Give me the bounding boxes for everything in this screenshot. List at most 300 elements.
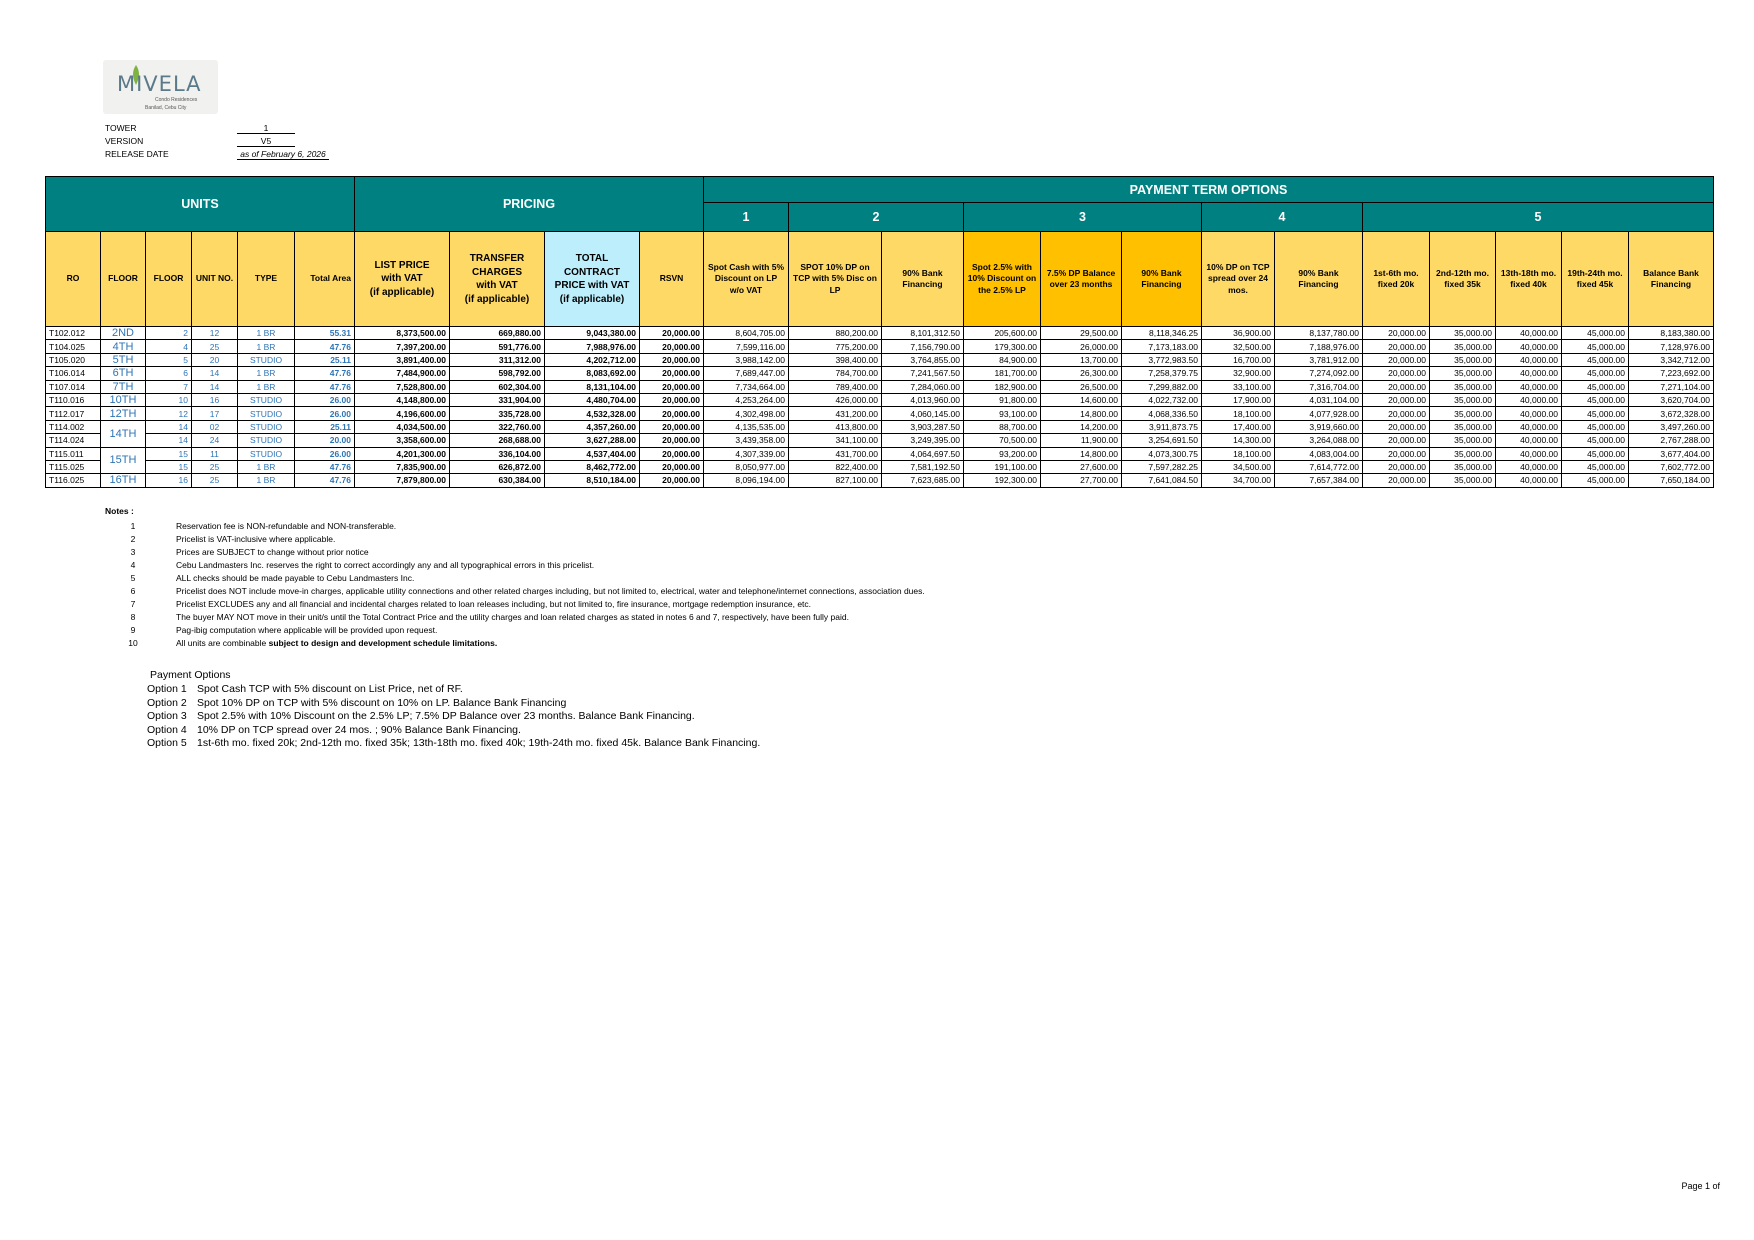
cell-o3a: 205,600.00	[964, 327, 1041, 340]
cell-o3b: 26,000.00	[1041, 340, 1122, 353]
cell-area: 47.76	[295, 474, 355, 487]
cell-o1: 4,135,535.00	[704, 420, 789, 433]
cell-o5d: 45,000.00	[1562, 460, 1629, 473]
cell-o5e: 3,620,704.00	[1629, 393, 1714, 406]
col-transfer-line: with VAT	[476, 280, 518, 291]
cell-rsvn: 20,000.00	[640, 474, 704, 487]
cell-o5a: 20,000.00	[1363, 380, 1430, 393]
cell-o5a: 20,000.00	[1363, 434, 1430, 447]
cell-o2a: 880,200.00	[789, 327, 882, 340]
note-text-body: All units are combinable	[176, 638, 269, 649]
col-ro: RO	[46, 232, 101, 327]
cell-o5a: 20,000.00	[1363, 474, 1430, 487]
cell-o5b: 35,000.00	[1430, 380, 1496, 393]
cell-floor-label: 7TH	[101, 380, 146, 393]
cell-area: 47.76	[295, 340, 355, 353]
cell-o5c: 40,000.00	[1496, 420, 1562, 433]
cell-o4b: 3,781,912.00	[1275, 353, 1363, 366]
cell-o1: 4,253,264.00	[704, 393, 789, 406]
note-text	[176, 586, 925, 596]
cell-unit: 14	[192, 380, 238, 393]
cell-o3c: 3,254,691.50	[1122, 434, 1202, 447]
cell-o2a: 426,000.00	[789, 393, 882, 406]
cell-unit: 20	[192, 353, 238, 366]
cell-o4b: 7,614,772.00	[1275, 460, 1363, 473]
cell-tcp: 9,043,380.00	[545, 327, 640, 340]
cell-o5e: 8,183,380.00	[1629, 327, 1714, 340]
cell-area: 47.76	[295, 460, 355, 473]
page-number: Page 1 of	[1681, 1181, 1720, 1191]
cell-type: 1 BR	[238, 460, 295, 473]
cell-o2b: 7,623,685.00	[882, 474, 964, 487]
cell-o5d: 45,000.00	[1562, 474, 1629, 487]
cell-transfer: 626,872.00	[450, 460, 545, 473]
col-opt5-13th-18th: 13th-18th mo. fixed 40k	[1496, 232, 1562, 327]
cell-rsvn: 20,000.00	[640, 447, 704, 460]
cell-o3a: 181,700.00	[964, 367, 1041, 380]
cell-o1: 8,604,705.00	[704, 327, 789, 340]
col-opt3-spot: Spot 2.5% with 10% Discount on the 2.5% LP	[964, 232, 1041, 327]
cell-o5a: 20,000.00	[1363, 420, 1430, 433]
cell-area: 47.76	[295, 380, 355, 393]
col-list-price-line: LIST PRICE	[374, 259, 430, 271]
cell-o2b: 4,064,697.50	[882, 447, 964, 460]
cell-o3a: 179,300.00	[964, 340, 1041, 353]
note-text	[176, 521, 396, 531]
cell-transfer: 591,776.00	[450, 340, 545, 353]
note-number: 4	[130, 560, 136, 571]
cell-o3b: 14,200.00	[1041, 420, 1122, 433]
cell-unit: 12	[192, 327, 238, 340]
cell-o5a: 20,000.00	[1363, 327, 1430, 340]
cell-type: STUDIO	[238, 353, 295, 366]
col-total-contract-price	[545, 232, 640, 327]
cell-o2b: 3,249,395.00	[882, 434, 964, 447]
cell-area: 26.00	[295, 393, 355, 406]
col-list-price	[355, 232, 450, 327]
meta-tower	[105, 123, 269, 133]
cell-o5d: 45,000.00	[1562, 420, 1629, 433]
cell-o3a: 70,500.00	[964, 434, 1041, 447]
cell-type: STUDIO	[238, 434, 295, 447]
meta-value: 1	[237, 123, 295, 134]
cell-o4a: 17,400.00	[1202, 420, 1275, 433]
cell-floor-label: 5TH	[101, 353, 146, 366]
cell-floor-label: 15TH	[101, 447, 146, 474]
cell-floor-label: 6TH	[101, 367, 146, 380]
cell-transfer: 335,728.00	[450, 407, 545, 420]
cell-type: STUDIO	[238, 447, 295, 460]
cell-o2a: 398,400.00	[789, 353, 882, 366]
cell-o5e: 2,767,288.00	[1629, 434, 1714, 447]
cell-o5e: 7,271,104.00	[1629, 380, 1714, 393]
cell-unit: 14	[192, 367, 238, 380]
cell-transfer: 322,760.00	[450, 420, 545, 433]
cell-list: 7,397,200.00	[355, 340, 450, 353]
cell-o5e: 7,650,184.00	[1629, 474, 1714, 487]
cell-o3b: 27,600.00	[1041, 460, 1122, 473]
cell-type: 1 BR	[238, 380, 295, 393]
cell-tcp: 8,083,692.00	[545, 367, 640, 380]
cell-unit: 02	[192, 420, 238, 433]
note-text	[176, 573, 414, 583]
cell-o3a: 93,200.00	[964, 447, 1041, 460]
cell-o4a: 32,900.00	[1202, 367, 1275, 380]
note-text-body: Cebu Landmasters Inc. reserves the right to correct accordingly any and all typographical errors in this pricelist.	[176, 560, 595, 571]
cell-o4b: 3,919,660.00	[1275, 420, 1363, 433]
cell-o4a: 14,300.00	[1202, 434, 1275, 447]
cell-o3a: 88,700.00	[964, 420, 1041, 433]
cell-ro: T106.014	[46, 367, 101, 380]
cell-o2b: 7,581,192.50	[882, 460, 964, 473]
cell-o3c: 7,258,379.75	[1122, 367, 1202, 380]
cell-unit: 16	[192, 393, 238, 406]
cell-o3a: 191,100.00	[964, 460, 1041, 473]
cell-list: 4,034,500.00	[355, 420, 450, 433]
cell-o2a: 822,400.00	[789, 460, 882, 473]
table-row	[46, 474, 1714, 487]
cell-unit: 17	[192, 407, 238, 420]
cell-o5a: 20,000.00	[1363, 460, 1430, 473]
cell-unit: 25	[192, 340, 238, 353]
option-number-4: 4	[1202, 203, 1363, 232]
pricelist-table	[45, 176, 1714, 488]
cell-tcp: 3,627,288.00	[545, 434, 640, 447]
cell-o5d: 45,000.00	[1562, 340, 1629, 353]
cell-floor: 7	[146, 380, 192, 393]
note-number: 2	[130, 534, 136, 545]
cell-o2b: 4,013,960.00	[882, 393, 964, 406]
cell-o4a: 34,500.00	[1202, 460, 1275, 473]
cell-o3c: 3,772,983.50	[1122, 353, 1202, 366]
cell-tcp: 4,202,712.00	[545, 353, 640, 366]
cell-floor: 14	[146, 434, 192, 447]
cell-tcp: 8,462,772.00	[545, 460, 640, 473]
cell-floor: 16	[146, 474, 192, 487]
cell-o3b: 13,700.00	[1041, 353, 1122, 366]
table-row	[46, 460, 1714, 473]
meta-release-date	[105, 149, 326, 159]
cell-o5b: 35,000.00	[1430, 353, 1496, 366]
option-number-3: 3	[964, 203, 1202, 232]
cell-o5d: 45,000.00	[1562, 353, 1629, 366]
cell-o5c: 40,000.00	[1496, 447, 1562, 460]
cell-o5b: 35,000.00	[1430, 447, 1496, 460]
note-number: 10	[128, 638, 138, 649]
cell-o5c: 40,000.00	[1496, 340, 1562, 353]
meta-label: VERSION	[105, 136, 144, 146]
cell-area: 25.11	[295, 420, 355, 433]
cell-tcp: 7,988,976.00	[545, 340, 640, 353]
cell-o2a: 784,700.00	[789, 367, 882, 380]
table-row	[46, 434, 1714, 447]
table-row	[46, 340, 1714, 353]
col-opt3-bank: 90% Bank Financing	[1122, 232, 1202, 327]
header-units: UNITS	[46, 177, 355, 232]
cell-o1: 8,050,977.00	[704, 460, 789, 473]
col-tcp-line: TOTAL CONTRACT	[563, 253, 621, 278]
cell-list: 4,201,300.00	[355, 447, 450, 460]
cell-floor-label: 10TH	[101, 393, 146, 406]
cell-o5b: 35,000.00	[1430, 434, 1496, 447]
cell-ro: T115.011	[46, 447, 101, 460]
note-text-body: Reservation fee is NON-refundable and NON-transferable.	[176, 521, 397, 531]
cell-o3c: 4,068,336.50	[1122, 407, 1202, 420]
cell-ro: T116.025	[46, 474, 101, 487]
cell-area: 47.76	[295, 367, 355, 380]
cell-tcp: 8,131,104.00	[545, 380, 640, 393]
col-type: TYPE	[238, 232, 295, 327]
meta-value: V5	[237, 136, 295, 147]
col-opt4-dp: 10% DP on TCP spread over 24 mos.	[1202, 232, 1275, 327]
cell-o5c: 40,000.00	[1496, 380, 1562, 393]
cell-o2b: 3,903,287.50	[882, 420, 964, 433]
cell-o5b: 35,000.00	[1430, 327, 1496, 340]
cell-unit: 24	[192, 434, 238, 447]
cell-type: STUDIO	[238, 393, 295, 406]
cell-floor: 2	[146, 327, 192, 340]
pricelist-body	[46, 327, 1714, 488]
cell-o2b: 4,060,145.00	[882, 407, 964, 420]
payment-option	[147, 697, 566, 709]
cell-o4a: 18,100.00	[1202, 407, 1275, 420]
cell-o3c: 7,641,084.50	[1122, 474, 1202, 487]
note-number: 1	[130, 521, 136, 531]
cell-floor: 15	[146, 460, 192, 473]
note-text	[176, 547, 369, 557]
cell-tcp: 4,537,404.00	[545, 447, 640, 460]
cell-o5c: 40,000.00	[1496, 474, 1562, 487]
cell-o5a: 20,000.00	[1363, 340, 1430, 353]
note-number: 5	[130, 573, 136, 584]
cell-floor-label: 16TH	[101, 474, 146, 487]
cell-floor: 10	[146, 393, 192, 406]
cell-o1: 4,307,339.00	[704, 447, 789, 460]
table-row	[46, 393, 1714, 406]
cell-floor-label: 2ND	[101, 327, 146, 340]
cell-o5e: 3,677,404.00	[1629, 447, 1714, 460]
cell-o4a: 18,100.00	[1202, 447, 1275, 460]
cell-o2b: 8,101,312.50	[882, 327, 964, 340]
cell-rsvn: 20,000.00	[640, 353, 704, 366]
payment-option-text: Spot 10% DP on TCP with 5% discount on 10% on LP. Balance Bank Financing	[197, 696, 567, 709]
cell-o5d: 45,000.00	[1562, 447, 1629, 460]
note-text	[176, 625, 437, 635]
cell-o5d: 45,000.00	[1562, 380, 1629, 393]
cell-o3c: 8,118,346.25	[1122, 327, 1202, 340]
cell-tcp: 4,532,328.00	[545, 407, 640, 420]
cell-type: STUDIO	[238, 407, 295, 420]
cell-transfer: 311,312.00	[450, 353, 545, 366]
cell-o5a: 20,000.00	[1363, 353, 1430, 366]
cell-o4a: 17,900.00	[1202, 393, 1275, 406]
cell-o3a: 84,900.00	[964, 353, 1041, 366]
cell-rsvn: 20,000.00	[640, 420, 704, 433]
cell-o4b: 3,264,088.00	[1275, 434, 1363, 447]
cell-floor-label: 12TH	[101, 407, 146, 420]
cell-list: 7,484,900.00	[355, 367, 450, 380]
cell-tcp: 4,480,704.00	[545, 393, 640, 406]
note-text-body: Prices are SUBJECT to change without prior notice	[176, 547, 369, 558]
payment-option-key: Option 4	[147, 723, 187, 736]
col-opt5-19th-24th: 19th-24th mo. fixed 45k	[1562, 232, 1629, 327]
notes-title: Notes :	[105, 506, 134, 516]
cell-o3a: 192,300.00	[964, 474, 1041, 487]
cell-o5d: 45,000.00	[1562, 327, 1629, 340]
col-opt2-bank: 90% Bank Financing	[882, 232, 964, 327]
mivela-logo	[103, 60, 218, 114]
cell-floor-label: 14TH	[101, 420, 146, 447]
cell-ro: T102.012	[46, 327, 101, 340]
cell-o3b: 14,800.00	[1041, 447, 1122, 460]
cell-o2a: 431,200.00	[789, 407, 882, 420]
cell-o4b: 4,077,928.00	[1275, 407, 1363, 420]
payment-option-text: Spot 2.5% with 10% Discount on the 2.5% LP; 7.5% DP Balance over 23 months. Balance Bank Financing.	[197, 710, 695, 723]
cell-unit: 11	[192, 447, 238, 460]
note-number: 7	[130, 599, 136, 610]
cell-o3b: 26,300.00	[1041, 367, 1122, 380]
cell-ro: T107.014	[46, 380, 101, 393]
payment-option-text: Spot Cash TCP with 5% discount on List Price, net of RF.	[197, 683, 463, 695]
cell-rsvn: 20,000.00	[640, 393, 704, 406]
note-text-emphasis: subject to design and development schedule limitations.	[268, 638, 498, 649]
cell-ro: T105.020	[46, 353, 101, 366]
payment-option-key: Option 1	[147, 683, 187, 695]
cell-o4a: 36,900.00	[1202, 327, 1275, 340]
cell-o4b: 4,031,104.00	[1275, 393, 1363, 406]
meta-value: as of February 6, 2026	[237, 149, 329, 160]
meta-version	[105, 136, 272, 146]
cell-o3c: 7,299,882.00	[1122, 380, 1202, 393]
cell-type: 1 BR	[238, 340, 295, 353]
cell-list: 3,891,400.00	[355, 353, 450, 366]
meta-label: RELEASE DATE	[105, 149, 169, 159]
cell-floor: 14	[146, 420, 192, 433]
cell-list: 7,835,900.00	[355, 460, 450, 473]
cell-unit: 25	[192, 474, 238, 487]
cell-type: 1 BR	[238, 327, 295, 340]
cell-o4a: 16,700.00	[1202, 353, 1275, 366]
cell-ro: T115.025	[46, 460, 101, 473]
table-row	[46, 380, 1714, 393]
col-opt5-bank: Balance Bank Financing	[1629, 232, 1714, 327]
table-row	[46, 420, 1714, 433]
cell-floor: 4	[146, 340, 192, 353]
cell-o1: 7,599,116.00	[704, 340, 789, 353]
cell-o1: 3,988,142.00	[704, 353, 789, 366]
note-number: 9	[130, 625, 136, 636]
cell-o3c: 4,073,300.75	[1122, 447, 1202, 460]
cell-ro: T110.016	[46, 393, 101, 406]
cell-tcp: 8,510,184.00	[545, 474, 640, 487]
cell-o4b: 7,316,704.00	[1275, 380, 1363, 393]
payment-options-title: Payment Options	[150, 669, 231, 681]
col-opt2-spot-dp: SPOT 10% DP on TCP with 5% Disc on LP	[789, 232, 882, 327]
cell-o5a: 20,000.00	[1363, 367, 1430, 380]
cell-o4a: 32,500.00	[1202, 340, 1275, 353]
note-text	[176, 638, 497, 648]
cell-o3b: 11,900.00	[1041, 434, 1122, 447]
cell-o5e: 3,342,712.00	[1629, 353, 1714, 366]
cell-o1: 7,689,447.00	[704, 367, 789, 380]
cell-rsvn: 20,000.00	[640, 340, 704, 353]
cell-o5b: 35,000.00	[1430, 420, 1496, 433]
cell-o1: 7,734,664.00	[704, 380, 789, 393]
header-payment-term-options: PAYMENT TERM OPTIONS	[704, 177, 1714, 203]
option-number-5: 5	[1363, 203, 1714, 232]
cell-transfer: 268,688.00	[450, 434, 545, 447]
payment-option	[147, 683, 463, 695]
cell-o5d: 45,000.00	[1562, 434, 1629, 447]
cell-o1: 8,096,194.00	[704, 474, 789, 487]
col-opt5-1st-6th: 1st-6th mo. fixed 20k	[1363, 232, 1430, 327]
cell-floor-label: 4TH	[101, 340, 146, 353]
note-number: 8	[130, 612, 136, 623]
payment-option	[147, 710, 695, 722]
note-text-body: Pag-ibig computation where applicable will be provided upon request.	[176, 625, 438, 636]
cell-o3b: 14,800.00	[1041, 407, 1122, 420]
cell-o4b: 7,274,092.00	[1275, 367, 1363, 380]
note-text-body: Pricelist does NOT include move-in charges, applicable utility connections and other related charges including, but not limited to, electrical, water and telephone/internet connections, association dues.	[176, 586, 925, 597]
col-unit-no: UNIT NO.	[192, 232, 238, 327]
cell-ro: T112.017	[46, 407, 101, 420]
cell-o4a: 34,700.00	[1202, 474, 1275, 487]
note-text	[176, 599, 811, 609]
cell-transfer: 602,304.00	[450, 380, 545, 393]
payment-option-key: Option 5	[147, 737, 187, 750]
cell-transfer: 331,904.00	[450, 393, 545, 406]
cell-rsvn: 20,000.00	[640, 434, 704, 447]
cell-o5e: 3,497,260.00	[1629, 420, 1714, 433]
option-number-1: 1	[704, 203, 789, 232]
cell-o1: 3,439,358.00	[704, 434, 789, 447]
cell-transfer: 336,104.00	[450, 447, 545, 460]
table-row	[46, 447, 1714, 460]
cell-o5b: 35,000.00	[1430, 407, 1496, 420]
cell-o5c: 40,000.00	[1496, 407, 1562, 420]
cell-type: 1 BR	[238, 367, 295, 380]
cell-transfer: 630,384.00	[450, 474, 545, 487]
cell-area: 20.00	[295, 434, 355, 447]
cell-o2b: 7,156,790.00	[882, 340, 964, 353]
logo-tagline: Condo Residences	[155, 97, 198, 103]
cell-o5b: 35,000.00	[1430, 460, 1496, 473]
col-transfer-charges	[450, 232, 545, 327]
note-text	[176, 560, 594, 570]
cell-o3a: 93,100.00	[964, 407, 1041, 420]
cell-o4a: 33,100.00	[1202, 380, 1275, 393]
cell-o5b: 35,000.00	[1430, 340, 1496, 353]
cell-ro: T114.002	[46, 420, 101, 433]
cell-o5c: 40,000.00	[1496, 434, 1562, 447]
meta-label: TOWER	[105, 123, 137, 133]
option-number-2: 2	[789, 203, 964, 232]
cell-rsvn: 20,000.00	[640, 460, 704, 473]
cell-o3a: 182,900.00	[964, 380, 1041, 393]
cell-ro: T104.025	[46, 340, 101, 353]
col-transfer-line: CHARGES	[471, 266, 522, 278]
cell-list: 3,358,600.00	[355, 434, 450, 447]
cell-o5d: 45,000.00	[1562, 393, 1629, 406]
cell-o3c: 4,022,732.00	[1122, 393, 1202, 406]
note-text	[176, 612, 849, 622]
cell-o5d: 45,000.00	[1562, 407, 1629, 420]
cell-o3c: 7,173,183.00	[1122, 340, 1202, 353]
cell-o5c: 40,000.00	[1496, 367, 1562, 380]
cell-list: 7,528,800.00	[355, 380, 450, 393]
payment-option-key: Option 2	[147, 696, 187, 709]
logo-location: Banilad, Cebu City	[145, 105, 187, 111]
